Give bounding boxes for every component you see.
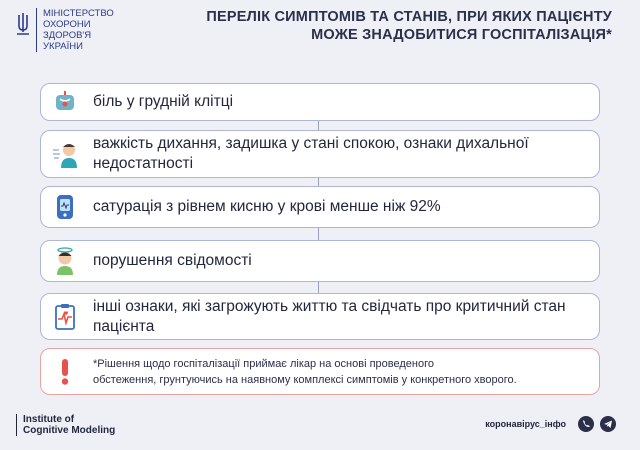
symptom-card [40,240,600,282]
footnote-card [40,348,600,395]
ministry-logo [16,8,114,52]
symptom-card [40,83,600,121]
symptom-card [40,186,600,228]
ministry-name-line: МІНІСТЕРСТВО [43,8,114,19]
ministry-name-line: УКРАЇНИ [43,41,83,52]
viber-icon[interactable] [578,416,594,432]
page-title-line: ПЕРЕЛІК СИМПТОМІВ ТА СТАНІВ, ПРИ ЯКИХ ПАЦІЄНТУ [206,9,612,25]
symptom-text: порушення свідомості [93,252,252,269]
institute-logo [16,414,115,436]
symptom-text: біль у грудній клітці [93,93,234,110]
telegram-icon[interactable] [600,416,616,432]
pulse-oximeter-icon [51,193,79,221]
institute-name-line: Institute of [23,414,75,425]
symptom-card [40,293,600,340]
ministry-name-line: ОХОРОНИ [43,19,91,30]
symptom-card [40,130,600,178]
institute-name-line: Cognitive Modeling [23,425,116,436]
site-link[interactable]: коронавірус_інфо [485,419,566,429]
dizzy-person-icon [51,247,79,275]
footnote-line: *Рішення щодо госпіталізації приймає лікар на основі проведеного [93,357,434,370]
footnote-line: обстеження, грунтуючись на наявному комплексі симптомів у конкретного хворого. [93,373,517,386]
exclamation-icon [55,359,75,385]
chest-pain-icon [51,88,79,116]
trident-icon [16,12,30,36]
ministry-name-line: ЗДОРОВ'Я [43,30,92,41]
footer-links [485,416,616,432]
page-title-line: МОЖЕ ЗНАДОБИТИСЯ ГОСПІТАЛІЗАЦІЯ* [311,27,612,43]
medical-chart-icon [51,303,79,331]
symptom-text: сатурація з рівнем кисню у крові менше ніж 92% [93,198,441,215]
page-title [192,8,612,44]
footnote-text [93,356,517,388]
ministry-name [36,8,114,52]
symptom-text: інші ознаки, які загрожують життю та свідчать про критичний стан пацієнта [93,297,566,335]
breathing-icon [51,140,79,168]
symptom-text: важкість дихання, задишка у стані спокою, ознаки дихальної недостатності [93,135,529,172]
